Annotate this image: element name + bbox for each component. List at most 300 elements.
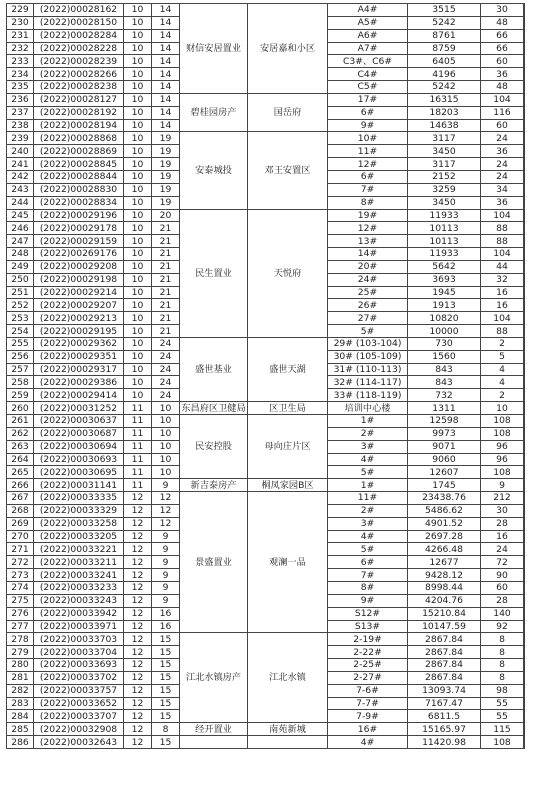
seq-cell: 235 bbox=[7, 81, 34, 94]
permit-sheet bbox=[6, 3, 525, 749]
seq-cell: 276 bbox=[7, 607, 34, 620]
permit-number-cell: (2022)00030693 bbox=[34, 453, 124, 466]
col-b-cell: 14 bbox=[152, 106, 180, 119]
building-cell: 6# bbox=[328, 106, 408, 119]
units-cell: 36 bbox=[481, 145, 524, 158]
building-cell: A5# bbox=[328, 16, 408, 29]
district-cell bbox=[524, 337, 525, 401]
col-b-cell: 9 bbox=[152, 530, 180, 543]
col-a-cell: 10 bbox=[124, 106, 152, 119]
permit-number-cell: (2022)00031141 bbox=[34, 479, 124, 492]
col-b-cell: 16 bbox=[152, 620, 180, 633]
area-cell: 10820 bbox=[408, 312, 481, 325]
units-cell: 104 bbox=[481, 93, 524, 106]
building-cell: 11# bbox=[328, 492, 408, 505]
area-cell: 843 bbox=[408, 363, 481, 376]
area-cell: 8759 bbox=[408, 42, 481, 55]
project-cell: 天悦府 bbox=[248, 209, 328, 337]
seq-cell: 260 bbox=[7, 402, 34, 415]
seq-cell: 266 bbox=[7, 479, 34, 492]
district-cell bbox=[524, 132, 525, 209]
area-cell: 2867.84 bbox=[408, 633, 481, 646]
col-a-cell: 12 bbox=[124, 684, 152, 697]
building-cell: 26# bbox=[328, 299, 408, 312]
permit-number-cell: (2022)00028162 bbox=[34, 4, 124, 17]
units-cell: 88 bbox=[481, 235, 524, 248]
units-cell: 104 bbox=[481, 209, 524, 222]
project-cell bbox=[248, 736, 328, 749]
building-cell: 10# bbox=[328, 132, 408, 145]
seq-cell: 269 bbox=[7, 517, 34, 530]
seq-cell: 256 bbox=[7, 350, 34, 363]
units-cell: 104 bbox=[481, 312, 524, 325]
area-cell: 12677 bbox=[408, 556, 481, 569]
permit-number-cell: (2022)00028150 bbox=[34, 16, 124, 29]
col-a-cell: 10 bbox=[124, 158, 152, 171]
col-b-cell: 14 bbox=[152, 4, 180, 17]
units-cell: 28 bbox=[481, 594, 524, 607]
units-cell: 66 bbox=[481, 29, 524, 42]
district-cell bbox=[524, 492, 525, 633]
area-cell: 9973 bbox=[408, 427, 481, 440]
col-b-cell: 14 bbox=[152, 119, 180, 132]
permit-number-cell: (2022)00028127 bbox=[34, 93, 124, 106]
col-b-cell: 15 bbox=[152, 697, 180, 710]
building-cell: S12# bbox=[328, 607, 408, 620]
seq-cell: 275 bbox=[7, 594, 34, 607]
col-a-cell: 10 bbox=[124, 260, 152, 273]
building-cell: 7-7# bbox=[328, 697, 408, 710]
area-cell: 2867.84 bbox=[408, 646, 481, 659]
col-b-cell: 19 bbox=[152, 132, 180, 145]
col-b-cell: 21 bbox=[152, 312, 180, 325]
building-cell: C5# bbox=[328, 81, 408, 94]
seq-cell: 252 bbox=[7, 299, 34, 312]
building-cell: 7-9# bbox=[328, 710, 408, 723]
developer-cell: 东昌府区卫健局 bbox=[181, 402, 246, 414]
col-b-cell: 21 bbox=[152, 260, 180, 273]
seq-cell: 236 bbox=[7, 93, 34, 106]
units-cell: 88 bbox=[481, 325, 524, 338]
developer-cell: 景盛置业 bbox=[180, 492, 248, 633]
building-cell: 17# bbox=[328, 93, 408, 106]
units-cell: 104 bbox=[481, 248, 524, 261]
area-cell: 1311 bbox=[408, 402, 481, 415]
building-cell: 2# bbox=[328, 427, 408, 440]
seq-cell: 242 bbox=[7, 170, 34, 183]
permit-number-cell: (2022)00028284 bbox=[34, 29, 124, 42]
building-cell: 24# bbox=[328, 273, 408, 286]
building-cell: A7# bbox=[328, 42, 408, 55]
area-cell: 3117 bbox=[408, 158, 481, 171]
building-cell: 25# bbox=[328, 286, 408, 299]
area-cell: 732 bbox=[408, 389, 481, 402]
col-b-cell: 14 bbox=[152, 68, 180, 81]
area-cell: 3450 bbox=[408, 196, 481, 209]
area-cell: 11933 bbox=[408, 209, 481, 222]
col-b-cell: 14 bbox=[152, 29, 180, 42]
table-row bbox=[7, 723, 525, 736]
col-b-cell: 15 bbox=[152, 633, 180, 646]
col-b-cell: 21 bbox=[152, 248, 180, 261]
col-a-cell: 10 bbox=[124, 29, 152, 42]
seq-cell: 229 bbox=[7, 4, 34, 17]
col-a-cell: 10 bbox=[124, 196, 152, 209]
col-a-cell: 10 bbox=[124, 55, 152, 68]
col-b-cell: 9 bbox=[152, 594, 180, 607]
seq-cell: 238 bbox=[7, 119, 34, 132]
permit-number-cell: (2022)00029213 bbox=[34, 312, 124, 325]
col-a-cell: 11 bbox=[124, 466, 152, 479]
seq-cell: 265 bbox=[7, 466, 34, 479]
building-cell: 16# bbox=[328, 723, 408, 736]
developer-cell: 新吉泰房产 bbox=[180, 479, 248, 492]
units-cell: 60 bbox=[481, 55, 524, 68]
units-cell: 24 bbox=[481, 158, 524, 171]
area-cell: 12607 bbox=[408, 466, 481, 479]
seq-cell: 255 bbox=[7, 337, 34, 350]
building-cell: A4# bbox=[328, 4, 408, 17]
seq-cell: 241 bbox=[7, 158, 34, 171]
area-cell: 13093.74 bbox=[408, 684, 481, 697]
col-b-cell: 14 bbox=[152, 55, 180, 68]
area-cell: 3450 bbox=[408, 145, 481, 158]
col-a-cell: 12 bbox=[124, 607, 152, 620]
area-cell: 15210.84 bbox=[408, 607, 481, 620]
units-cell: 108 bbox=[481, 415, 524, 428]
col-a-cell: 10 bbox=[124, 68, 152, 81]
units-cell: 108 bbox=[481, 466, 524, 479]
permit-number-cell: (2022)00028238 bbox=[34, 81, 124, 94]
col-a-cell: 10 bbox=[124, 299, 152, 312]
col-b-cell: 10 bbox=[152, 440, 180, 453]
building-cell: 19# bbox=[328, 209, 408, 222]
building-cell: 9# bbox=[328, 119, 408, 132]
units-cell: 8 bbox=[481, 659, 524, 672]
permit-number-cell: (2022)00030687 bbox=[34, 427, 124, 440]
units-cell: 30 bbox=[481, 504, 524, 517]
seq-cell: 243 bbox=[7, 183, 34, 196]
developer-cell: 经开置业 bbox=[180, 723, 248, 736]
table-row bbox=[7, 402, 525, 415]
units-cell: 16 bbox=[481, 530, 524, 543]
col-a-cell: 10 bbox=[124, 183, 152, 196]
area-cell: 11933 bbox=[408, 248, 481, 261]
seq-cell: 262 bbox=[7, 427, 34, 440]
units-cell: 24 bbox=[481, 132, 524, 145]
seq-cell: 281 bbox=[7, 671, 34, 684]
seq-cell: 273 bbox=[7, 569, 34, 582]
area-cell: 1913 bbox=[408, 299, 481, 312]
seq-cell: 282 bbox=[7, 684, 34, 697]
col-a-cell: 12 bbox=[124, 671, 152, 684]
area-cell: 10000 bbox=[408, 325, 481, 338]
units-cell: 8 bbox=[481, 633, 524, 646]
permit-number-cell: (2022)00029214 bbox=[34, 286, 124, 299]
seq-cell: 254 bbox=[7, 325, 34, 338]
units-cell: 16 bbox=[481, 299, 524, 312]
building-cell: 7-6# bbox=[328, 684, 408, 697]
table-row bbox=[7, 337, 525, 350]
district-cell bbox=[524, 209, 525, 337]
seq-cell: 272 bbox=[7, 556, 34, 569]
area-cell: 1560 bbox=[408, 350, 481, 363]
table-row bbox=[7, 736, 525, 749]
building-cell: 30# (105-109) bbox=[328, 350, 408, 363]
units-cell: 10 bbox=[481, 402, 524, 415]
units-cell: 44 bbox=[481, 260, 524, 273]
col-a-cell: 10 bbox=[124, 235, 152, 248]
project-cell: 母向庄片区 bbox=[248, 415, 328, 479]
permit-number-cell: (2022)00033335 bbox=[34, 492, 124, 505]
seq-cell: 232 bbox=[7, 42, 34, 55]
seq-cell: 244 bbox=[7, 196, 34, 209]
units-cell: 55 bbox=[481, 697, 524, 710]
col-a-cell: 12 bbox=[124, 697, 152, 710]
units-cell: 34 bbox=[481, 183, 524, 196]
seq-cell: 267 bbox=[7, 492, 34, 505]
col-b-cell: 21 bbox=[152, 286, 180, 299]
seq-cell: 277 bbox=[7, 620, 34, 633]
area-cell: 4901.52 bbox=[408, 517, 481, 530]
col-b-cell: 19 bbox=[152, 158, 180, 171]
seq-cell: 264 bbox=[7, 453, 34, 466]
permit-number-cell: (2022)00032643 bbox=[34, 736, 124, 749]
table-row bbox=[7, 132, 525, 145]
units-cell: 48 bbox=[481, 81, 524, 94]
col-b-cell: 14 bbox=[152, 16, 180, 29]
area-cell: 10147.59 bbox=[408, 620, 481, 633]
col-b-cell: 12 bbox=[152, 504, 180, 517]
building-cell: S13# bbox=[328, 620, 408, 633]
permit-number-cell: (2022)00028194 bbox=[34, 119, 124, 132]
seq-cell: 251 bbox=[7, 286, 34, 299]
building-cell: 5# bbox=[328, 466, 408, 479]
col-a-cell: 11 bbox=[124, 440, 152, 453]
building-cell: 3# bbox=[328, 440, 408, 453]
developer-cell: 民生置业 bbox=[180, 209, 248, 337]
seq-cell: 231 bbox=[7, 29, 34, 42]
permit-number-cell: (2022)00033205 bbox=[34, 530, 124, 543]
area-cell: 23438.76 bbox=[408, 492, 481, 505]
col-b-cell: 15 bbox=[152, 684, 180, 697]
col-a-cell: 12 bbox=[124, 633, 152, 646]
col-b-cell: 19 bbox=[152, 170, 180, 183]
area-cell: 3515 bbox=[408, 4, 481, 17]
seq-cell: 280 bbox=[7, 659, 34, 672]
permit-rows bbox=[7, 4, 525, 749]
col-b-cell: 19 bbox=[152, 145, 180, 158]
permit-number-cell: (2022)00033652 bbox=[34, 697, 124, 710]
seq-cell: 249 bbox=[7, 260, 34, 273]
building-cell: 2-25# bbox=[328, 659, 408, 672]
project-cell: 江北水镇 bbox=[248, 633, 328, 723]
permit-number-cell: (2022)00029362 bbox=[34, 337, 124, 350]
permit-number-cell: (2022)00028868 bbox=[34, 132, 124, 145]
area-cell: 8761 bbox=[408, 29, 481, 42]
building-cell: A6# bbox=[328, 29, 408, 42]
district-cell bbox=[524, 4, 525, 94]
area-cell: 5242 bbox=[408, 16, 481, 29]
area-cell: 8998.44 bbox=[408, 581, 481, 594]
table-row bbox=[7, 4, 525, 17]
col-a-cell: 12 bbox=[124, 594, 152, 607]
permit-number-cell: (2022)00029317 bbox=[34, 363, 124, 376]
permit-number-cell: (2022)00032908 bbox=[34, 723, 124, 736]
developer-cell: 民安控股 bbox=[180, 415, 248, 479]
col-b-cell: 14 bbox=[152, 93, 180, 106]
col-b-cell: 21 bbox=[152, 235, 180, 248]
building-cell: 7# bbox=[328, 569, 408, 582]
area-cell: 1945 bbox=[408, 286, 481, 299]
district-cell bbox=[524, 633, 525, 736]
project-cell: 邓王安置区 bbox=[248, 132, 328, 209]
permit-number-cell: (2022)00033329 bbox=[34, 504, 124, 517]
col-b-cell: 19 bbox=[152, 196, 180, 209]
building-cell: 33# (118-119) bbox=[328, 389, 408, 402]
col-b-cell: 10 bbox=[152, 466, 180, 479]
col-a-cell: 11 bbox=[124, 479, 152, 492]
permit-number-cell: (2022)00033704 bbox=[34, 646, 124, 659]
permit-number-cell: (2022)00031252 bbox=[34, 402, 124, 415]
area-cell: 4196 bbox=[408, 68, 481, 81]
col-b-cell: 12 bbox=[152, 492, 180, 505]
area-cell: 16315 bbox=[408, 93, 481, 106]
units-cell: 96 bbox=[481, 440, 524, 453]
area-cell: 14638 bbox=[408, 119, 481, 132]
seq-cell: 246 bbox=[7, 222, 34, 235]
area-cell: 5486.62 bbox=[408, 504, 481, 517]
units-cell: 36 bbox=[481, 68, 524, 81]
col-b-cell: 15 bbox=[152, 710, 180, 723]
col-b-cell: 15 bbox=[152, 646, 180, 659]
permit-number-cell: (2022)00033221 bbox=[34, 543, 124, 556]
seq-cell: 259 bbox=[7, 389, 34, 402]
col-b-cell: 24 bbox=[152, 350, 180, 363]
building-cell: 29# (103-104) bbox=[328, 337, 408, 350]
table-row bbox=[7, 492, 525, 505]
building-cell: 2-27# bbox=[328, 671, 408, 684]
seq-cell: 284 bbox=[7, 710, 34, 723]
col-a-cell: 10 bbox=[124, 286, 152, 299]
area-cell: 5242 bbox=[408, 81, 481, 94]
col-a-cell: 10 bbox=[124, 209, 152, 222]
col-b-cell: 10 bbox=[152, 453, 180, 466]
area-cell: 2867.84 bbox=[408, 659, 481, 672]
col-b-cell: 16 bbox=[152, 607, 180, 620]
building-cell: 6# bbox=[328, 170, 408, 183]
building-cell: 1# bbox=[328, 415, 408, 428]
table-row bbox=[7, 415, 525, 428]
seq-cell: 274 bbox=[7, 581, 34, 594]
units-cell: 48 bbox=[481, 16, 524, 29]
project-cell: 盛世天湖 bbox=[248, 337, 328, 401]
area-cell: 3259 bbox=[408, 183, 481, 196]
col-a-cell: 12 bbox=[124, 530, 152, 543]
col-a-cell: 12 bbox=[124, 569, 152, 582]
col-a-cell: 10 bbox=[124, 132, 152, 145]
col-a-cell: 10 bbox=[124, 81, 152, 94]
units-cell: 24 bbox=[481, 170, 524, 183]
building-cell: 1# bbox=[328, 479, 408, 492]
project-cell: 国岳府 bbox=[248, 93, 328, 132]
developer-cell: 安泰城投 bbox=[180, 132, 248, 209]
permit-number-cell: (2022)00028834 bbox=[34, 196, 124, 209]
permit-number-cell: (2022)00028239 bbox=[34, 55, 124, 68]
col-a-cell: 12 bbox=[124, 736, 152, 749]
seq-cell: 279 bbox=[7, 646, 34, 659]
seq-cell: 257 bbox=[7, 363, 34, 376]
area-cell: 6405 bbox=[408, 55, 481, 68]
table-row bbox=[7, 209, 525, 222]
building-cell: 2-19# bbox=[328, 633, 408, 646]
permit-number-cell: (2022)00028844 bbox=[34, 170, 124, 183]
area-cell: 15165.97 bbox=[408, 723, 481, 736]
col-a-cell: 10 bbox=[124, 119, 152, 132]
units-cell: 8 bbox=[481, 671, 524, 684]
seq-cell: 270 bbox=[7, 530, 34, 543]
seq-cell: 285 bbox=[7, 723, 34, 736]
col-a-cell: 11 bbox=[124, 402, 152, 415]
district-cell bbox=[524, 736, 525, 749]
col-b-cell: 9 bbox=[152, 569, 180, 582]
building-cell: C3#、C6# bbox=[328, 55, 408, 68]
permit-number-cell: (2022)00033942 bbox=[34, 607, 124, 620]
permit-number-cell: (2022)00033757 bbox=[34, 684, 124, 697]
col-b-cell: 15 bbox=[152, 671, 180, 684]
units-cell: 72 bbox=[481, 556, 524, 569]
permit-number-cell: (2022)00033693 bbox=[34, 659, 124, 672]
col-a-cell: 10 bbox=[124, 145, 152, 158]
col-a-cell: 12 bbox=[124, 710, 152, 723]
seq-cell: 286 bbox=[7, 736, 34, 749]
units-cell: 92 bbox=[481, 620, 524, 633]
developer-cell: 江北水镇房产 bbox=[180, 633, 248, 723]
area-cell: 10113 bbox=[408, 235, 481, 248]
building-cell: 12# bbox=[328, 222, 408, 235]
building-cell: 12# bbox=[328, 158, 408, 171]
area-cell: 3117 bbox=[408, 132, 481, 145]
permit-number-cell: (2022)00029159 bbox=[34, 235, 124, 248]
col-b-cell: 10 bbox=[152, 402, 180, 415]
table-row bbox=[7, 93, 525, 106]
building-cell: 20# bbox=[328, 260, 408, 273]
building-cell: 4# bbox=[328, 453, 408, 466]
col-a-cell: 10 bbox=[124, 93, 152, 106]
col-b-cell: 19 bbox=[152, 183, 180, 196]
units-cell: 2 bbox=[481, 389, 524, 402]
permit-number-cell: (2022)00028869 bbox=[34, 145, 124, 158]
area-cell: 12598 bbox=[408, 415, 481, 428]
seq-cell: 245 bbox=[7, 209, 34, 222]
permit-number-cell: (2022)00030637 bbox=[34, 415, 124, 428]
permit-table bbox=[6, 3, 525, 749]
col-b-cell: 9 bbox=[152, 543, 180, 556]
building-cell: 9# bbox=[328, 594, 408, 607]
permit-number-cell: (2022)00033243 bbox=[34, 594, 124, 607]
seq-cell: 283 bbox=[7, 697, 34, 710]
building-cell: 11# bbox=[328, 145, 408, 158]
area-cell: 4204.76 bbox=[408, 594, 481, 607]
permit-number-cell: (2022)00033241 bbox=[34, 569, 124, 582]
col-a-cell: 10 bbox=[124, 312, 152, 325]
col-b-cell: 12 bbox=[152, 517, 180, 530]
seq-cell: 271 bbox=[7, 543, 34, 556]
project-cell: 安居嘉和小区 bbox=[248, 4, 328, 94]
col-a-cell: 10 bbox=[124, 170, 152, 183]
building-cell: 31# (110-113) bbox=[328, 363, 408, 376]
units-cell: 108 bbox=[481, 736, 524, 749]
